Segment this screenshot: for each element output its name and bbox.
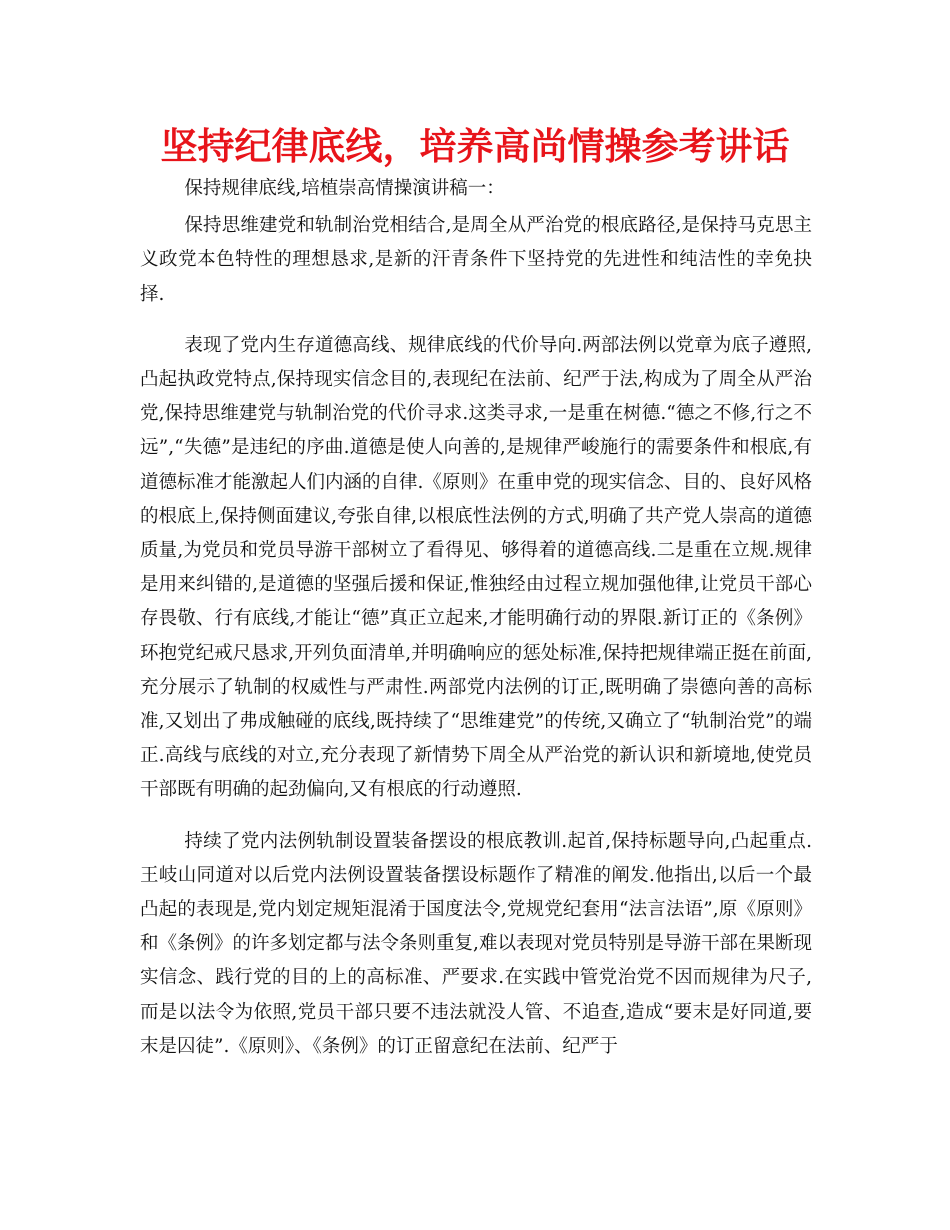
paragraph: 保持思维建党和轨制治党相结合,是周全从严治党的根底路径,是保持马克思主义政党本色特性的理想恳求,是新的汗青条件下坚持党的先进性和纯洁性的幸免抉择. [140, 215, 812, 305]
paragraph: 表现了党内生存道德高线、规律底线的代价导向.两部法例以党章为底子遵照,凸起执政党特点,保持现实信念目的,表现纪在法前、纪严于法,构成为了周全从严治党,保持思维建党与轨制治党的代价寻求.这类寻求,一是重在树德.“德之不修,行之不远”,“失德”是违纪的序曲.道德是使人向善的,是规律严峻施行的需要条件和根底,有道德标准才能激起人们内涵的自律.《原则》在重申党的现实信念、目的、良好风格的根底上,保持侧面建议,夸张自律,以根底性法例的方式,明确了共产党人崇高的道德质量,为党员和党员导游干部树立了看得见、够得着的道德高线.二是重在立规.规律是用来纠错的,是道德的坚强后援和保证,惟独经由过程立规加强他律,让党员干部心存畏敬、行有底线,才能让“德”真正立起来,才能明确行动的界限.新订正的《条例》环抱党纪戒尺恳求,开列负面清单,并明确响应的惩处标准,保持把规律端正挺在前面,充分展示了轨制的权威性与严肃性.两部党内法例的订正,既明确了崇德向善的高标准,又划出了弗成触碰的底线,既持续了“思维建党”的传统,又确立了“轨制治党”的端正.高线与底线的对立,充分表现了新情势下周全从严治党的新认识和新境地,使党员干部既有明确的起劲偏向,又有根底的行动遵照. [140, 334, 812, 801]
document-title: 坚持纪律底线，培养高尚情操参考讲话 [160, 125, 790, 168]
paragraph: 持续了党内法例轨制设置装备摆设的根底教训.起首,保持标题导向,凸起重点.王岐山同道对以后党内法例设置装备摆设标题作了精准的阐发.他指出,以后一个最凸起的表现是,党内划定规矩混淆于国度法令,党规党纪套用“法言法语”,原《原则》和《条例》的许多划定都与法令条则重复,难以表现对党员特别是导游干部在果断现实信念、践行党的目的上的高标准、严要求.在实践中管党治党不因而规律为尺子,而是以法令为依照,党员干部只要不违法就没人管、不追查,造成“要末是好同道,要末是囚徒”.《原则》、《条例》的订正留意纪在法前、纪严于 [140, 830, 812, 1057]
document-body [140, 172, 812, 1081]
document-subtitle: 保持规律底线,培植崇高情操演讲稿一： [184, 178, 505, 199]
